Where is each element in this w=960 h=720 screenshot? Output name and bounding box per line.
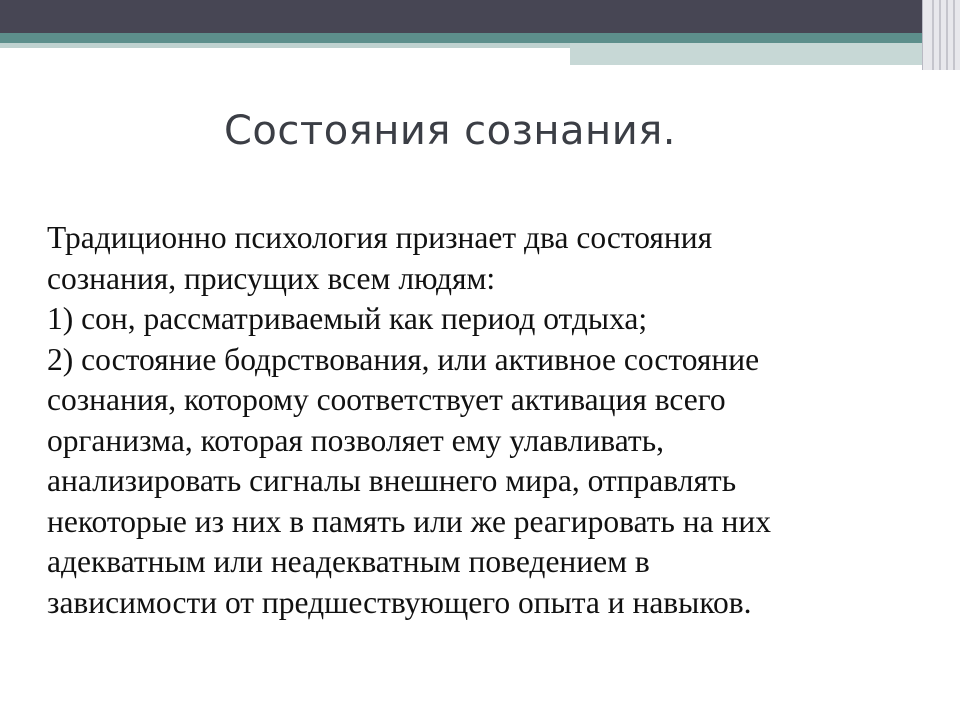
ornament-line — [953, 0, 955, 70]
header-bar — [0, 0, 960, 33]
body-line: организма, которая позволяет ему улавливать, — [47, 422, 664, 458]
body-line: сознания, которому соответствует активация всего — [47, 382, 726, 417]
body-line: анализировать сигналы внешнего мира, отправлять — [47, 463, 737, 498]
ornament-line — [939, 0, 941, 70]
ornament-line — [932, 0, 934, 70]
slide-title: Состояния сознания. — [224, 108, 676, 154]
body-line: некоторые из них в память или же реагировать на них — [47, 503, 771, 539]
body-line-list-item-1: 1) сон, рассматриваемый как период отдыха; — [47, 301, 648, 336]
ornament-line — [946, 0, 948, 70]
accent-block-right — [570, 43, 930, 65]
accent-stripe-teal — [0, 33, 960, 43]
body-line: Традиционно психология признает два состояния — [47, 220, 713, 255]
body-line: сознания, присущих всем людям: — [47, 260, 496, 296]
body-line: адекватным или неадекватным поведением в — [47, 544, 650, 579]
accent-stripe-light — [0, 43, 570, 48]
slide-body — [47, 218, 927, 623]
corner-ornament — [922, 0, 960, 70]
body-line: зависимости от предшествующего опыта и навыков. — [47, 584, 752, 620]
body-line-list-item-2: 2) состояние бодрствования, или активное состояние — [47, 341, 760, 377]
